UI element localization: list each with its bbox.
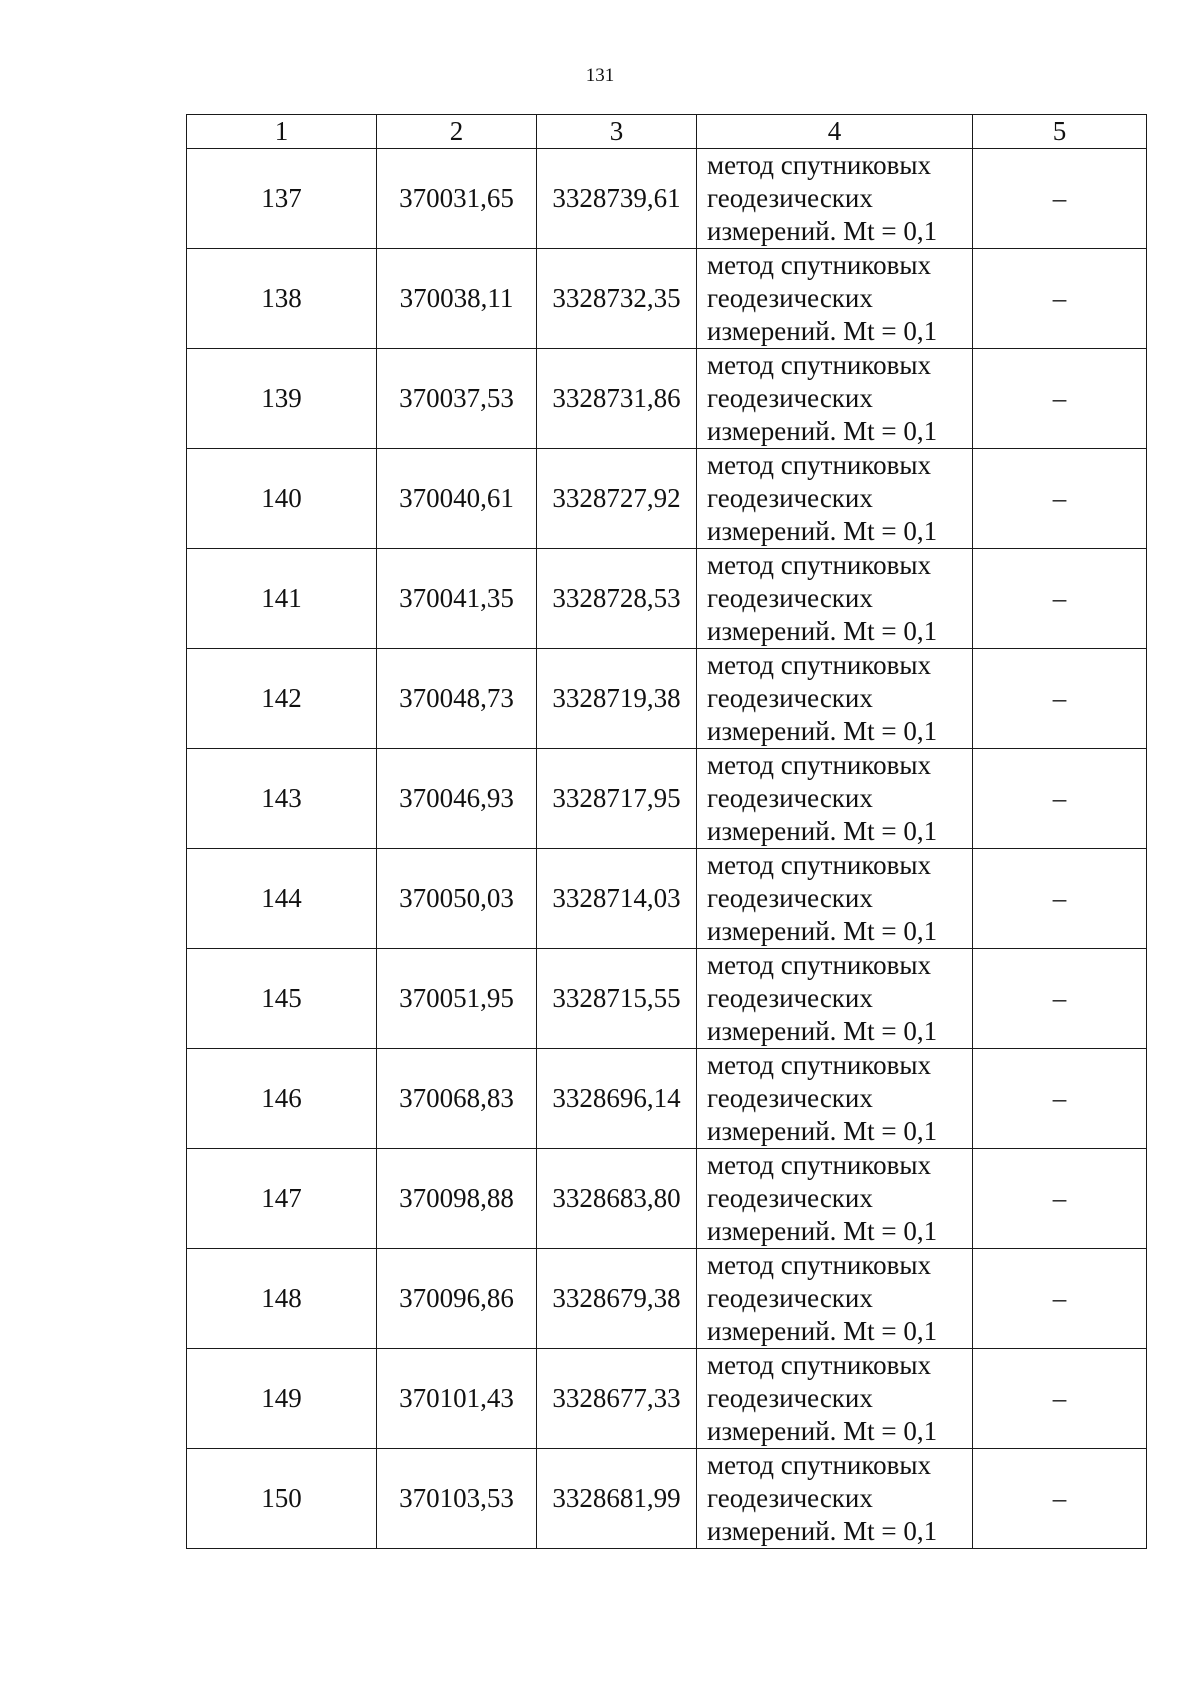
method-cell — [697, 249, 973, 349]
method-line: метод спутниковых — [707, 450, 931, 480]
method-line: измерений. Mt = 0,1 — [707, 516, 938, 546]
method-line: геодезических — [707, 1283, 873, 1313]
point-number-cell: 144 — [187, 849, 377, 949]
y-coordinate-cell: 3328696,14 — [537, 1049, 697, 1149]
y-coordinate-cell: 3328739,61 — [537, 149, 697, 249]
table-row — [187, 1049, 1147, 1149]
x-coordinate-cell: 370040,61 — [377, 449, 537, 549]
column-header-5: 5 — [973, 115, 1147, 149]
method-line: геодезических — [707, 883, 873, 913]
method-line: измерений. Mt = 0,1 — [707, 716, 938, 746]
y-coordinate-cell: 3328677,33 — [537, 1349, 697, 1449]
method-line: измерений. Mt = 0,1 — [707, 1116, 938, 1146]
method-line: метод спутниковых — [707, 250, 931, 280]
table-row — [187, 949, 1147, 1049]
method-cell — [697, 1449, 973, 1549]
method-line: измерений. Mt = 0,1 — [707, 216, 938, 246]
method-cell — [697, 449, 973, 549]
column-header-3: 3 — [537, 115, 697, 149]
y-coordinate-cell: 3328731,86 — [537, 349, 697, 449]
method-line: измерений. Mt = 0,1 — [707, 816, 938, 846]
y-coordinate-cell: 3328728,53 — [537, 549, 697, 649]
method-cell — [697, 749, 973, 849]
page-number: 131 — [585, 65, 615, 86]
method-line: метод спутниковых — [707, 1150, 931, 1180]
method-line: метод спутниковых — [707, 950, 931, 980]
method-cell — [697, 1149, 973, 1249]
point-number-cell: 150 — [187, 1449, 377, 1549]
method-line: геодезических — [707, 1383, 873, 1413]
method-line: метод спутниковых — [707, 750, 931, 780]
method-line: измерений. Mt = 0,1 — [707, 316, 938, 346]
y-coordinate-cell: 3328719,38 — [537, 649, 697, 749]
note-cell: – — [973, 149, 1147, 249]
x-coordinate-cell: 370068,83 — [377, 1049, 537, 1149]
note-cell: – — [973, 349, 1147, 449]
coordinates-table — [186, 114, 1147, 1549]
x-coordinate-cell: 370096,86 — [377, 1249, 537, 1349]
table-row — [187, 349, 1147, 449]
method-line: геодезических — [707, 483, 873, 513]
method-line: метод спутниковых — [707, 550, 931, 580]
method-cell — [697, 549, 973, 649]
table-row — [187, 1249, 1147, 1349]
note-cell: – — [973, 749, 1147, 849]
table-header-row — [187, 115, 1147, 149]
note-cell: – — [973, 1149, 1147, 1249]
method-line: измерений. Mt = 0,1 — [707, 916, 938, 946]
table-row — [187, 249, 1147, 349]
method-line: метод спутниковых — [707, 1250, 931, 1280]
method-line: измерений. Mt = 0,1 — [707, 1416, 938, 1446]
x-coordinate-cell: 370037,53 — [377, 349, 537, 449]
method-cell — [697, 1349, 973, 1449]
point-number-cell: 137 — [187, 149, 377, 249]
table-row — [187, 449, 1147, 549]
x-coordinate-cell: 370046,93 — [377, 749, 537, 849]
note-cell: – — [973, 849, 1147, 949]
point-number-cell: 141 — [187, 549, 377, 649]
table-row — [187, 1149, 1147, 1249]
point-number-cell: 138 — [187, 249, 377, 349]
method-line: измерений. Mt = 0,1 — [707, 1516, 938, 1546]
x-coordinate-cell: 370050,03 — [377, 849, 537, 949]
method-line: метод спутниковых — [707, 1450, 931, 1480]
x-coordinate-cell: 370048,73 — [377, 649, 537, 749]
method-line: геодезических — [707, 183, 873, 213]
table-row — [187, 549, 1147, 649]
point-number-cell: 146 — [187, 1049, 377, 1149]
point-number-cell: 148 — [187, 1249, 377, 1349]
point-number-cell: 149 — [187, 1349, 377, 1449]
method-line: метод спутниковых — [707, 1050, 931, 1080]
y-coordinate-cell: 3328715,55 — [537, 949, 697, 1049]
note-cell: – — [973, 1049, 1147, 1149]
table-row — [187, 849, 1147, 949]
x-coordinate-cell: 370103,53 — [377, 1449, 537, 1549]
note-cell: – — [973, 449, 1147, 549]
table-row — [187, 649, 1147, 749]
y-coordinate-cell: 3328727,92 — [537, 449, 697, 549]
x-coordinate-cell: 370098,88 — [377, 1149, 537, 1249]
point-number-cell: 140 — [187, 449, 377, 549]
table-row — [187, 1449, 1147, 1549]
method-line: измерений. Mt = 0,1 — [707, 1316, 938, 1346]
x-coordinate-cell: 370101,43 — [377, 1349, 537, 1449]
method-cell — [697, 949, 973, 1049]
note-cell: – — [973, 549, 1147, 649]
method-line: метод спутниковых — [707, 350, 931, 380]
method-cell — [697, 349, 973, 449]
column-header-4: 4 — [697, 115, 973, 149]
x-coordinate-cell: 370038,11 — [377, 249, 537, 349]
method-line: метод спутниковых — [707, 1350, 931, 1380]
method-line: метод спутниковых — [707, 150, 931, 180]
y-coordinate-cell: 3328714,03 — [537, 849, 697, 949]
point-number-cell: 147 — [187, 1149, 377, 1249]
point-number-cell: 142 — [187, 649, 377, 749]
point-number-cell: 139 — [187, 349, 377, 449]
x-coordinate-cell: 370051,95 — [377, 949, 537, 1049]
method-cell — [697, 649, 973, 749]
column-header-1: 1 — [187, 115, 377, 149]
method-line: геодезических — [707, 1083, 873, 1113]
method-line: геодезических — [707, 383, 873, 413]
note-cell: – — [973, 1349, 1147, 1449]
note-cell: – — [973, 1249, 1147, 1349]
y-coordinate-cell: 3328717,95 — [537, 749, 697, 849]
table-row — [187, 749, 1147, 849]
table-row — [187, 1349, 1147, 1449]
method-line: измерений. Mt = 0,1 — [707, 1016, 938, 1046]
point-number-cell: 145 — [187, 949, 377, 1049]
method-cell — [697, 149, 973, 249]
method-line: измерений. Mt = 0,1 — [707, 416, 938, 446]
y-coordinate-cell: 3328683,80 — [537, 1149, 697, 1249]
method-line: геодезических — [707, 1183, 873, 1213]
method-line: измерений. Mt = 0,1 — [707, 1216, 938, 1246]
method-line: геодезических — [707, 783, 873, 813]
note-cell: – — [973, 1449, 1147, 1549]
method-cell — [697, 1249, 973, 1349]
note-cell: – — [973, 249, 1147, 349]
method-line: геодезических — [707, 983, 873, 1013]
method-line: геодезических — [707, 1483, 873, 1513]
y-coordinate-cell: 3328679,38 — [537, 1249, 697, 1349]
method-cell — [697, 849, 973, 949]
y-coordinate-cell: 3328732,35 — [537, 249, 697, 349]
y-coordinate-cell: 3328681,99 — [537, 1449, 697, 1549]
column-header-2: 2 — [377, 115, 537, 149]
note-cell: – — [973, 949, 1147, 1049]
method-cell — [697, 1049, 973, 1149]
point-number-cell: 143 — [187, 749, 377, 849]
method-line: геодезических — [707, 583, 873, 613]
method-line: метод спутниковых — [707, 850, 931, 880]
note-cell: – — [973, 649, 1147, 749]
x-coordinate-cell: 370041,35 — [377, 549, 537, 649]
method-line: метод спутниковых — [707, 650, 931, 680]
method-line: геодезических — [707, 683, 873, 713]
x-coordinate-cell: 370031,65 — [377, 149, 537, 249]
method-line: измерений. Mt = 0,1 — [707, 616, 938, 646]
method-line: геодезических — [707, 283, 873, 313]
table-row — [187, 149, 1147, 249]
